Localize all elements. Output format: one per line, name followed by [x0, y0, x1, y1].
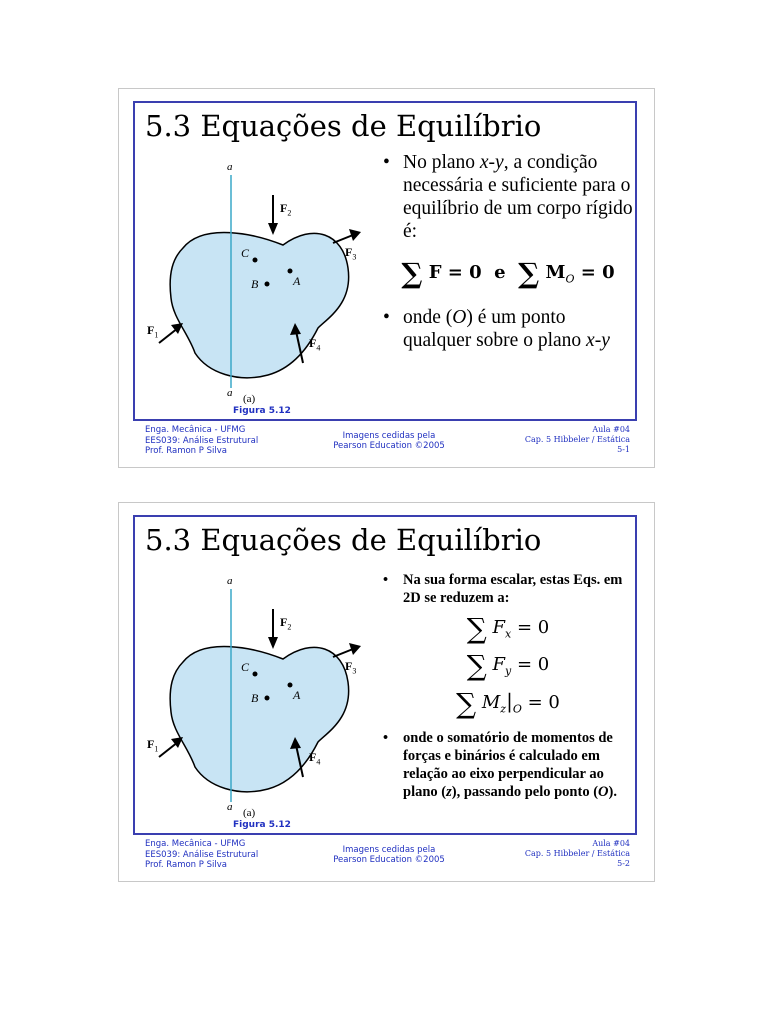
slide-content	[133, 101, 637, 421]
equation-fx: ∑ $F_x = 0$	[466, 612, 550, 645]
footer-right: Aula #04 Cap. 5 Hibbeler / Estática 5-1	[524, 425, 630, 454]
slide-footer	[119, 839, 654, 875]
point-label-a: A	[293, 274, 301, 288]
bullet-item: • Na sua forma escalar, estas Eqs. em 2D se reduzem a:	[383, 572, 623, 606]
figure-part-label: (a)	[243, 393, 256, 405]
slide-footer	[119, 425, 654, 461]
slide-2	[118, 502, 655, 882]
equation-fy: ∑ $F_y = 0$	[466, 648, 550, 682]
bullet-item: • onde (O) é um ponto qualquer sobre o plano x-y	[383, 307, 610, 351]
point-label-b: B	[251, 277, 259, 291]
bullet-list	[383, 151, 633, 352]
axis-label-bottom: a	[227, 387, 233, 399]
bullet-item: • No plano x-y, a condição necessária e suficiente para o equilíbrio de um corpo rígido é:	[383, 152, 633, 242]
bullet-list	[383, 571, 633, 801]
footer-right: Aula #04 Cap. 5 Hibbeler / Estática 5-2	[524, 839, 630, 868]
footer-center: Imagens cedidas pela Pearson Education ©2005	[333, 845, 445, 865]
force-label-f3: $F_3$	[345, 659, 357, 676]
force-label-f3: $F_3$	[345, 245, 357, 262]
figure-caption: Figura 5.12	[233, 406, 291, 416]
force-label-f1: $F_1$	[147, 737, 159, 754]
equation-mz: ∑ $M_z|_O = 0$	[456, 687, 560, 721]
slide-title: 5.3 Equações de Equilíbrio	[145, 109, 542, 143]
force-label-f1: $F_1$	[147, 323, 159, 340]
footer-left: Enga. Mecânica - UFMG EES039: Análise Estrutural Prof. Ramon P Silva	[145, 425, 259, 456]
slide-title: 5.3 Equações de Equilíbrio	[145, 523, 542, 557]
footer-left: Enga. Mecânica - UFMG EES039: Análise Estrutural Prof. Ramon P Silva	[145, 839, 259, 870]
point-label-c: C	[241, 246, 250, 260]
force-label-f4: $F_4$	[309, 336, 321, 353]
axis-label-top: a	[227, 575, 233, 587]
slide-1	[118, 88, 655, 468]
figure-caption: Figura 5.12	[233, 820, 291, 830]
force-label-f2: $F_2$	[280, 201, 292, 218]
point-label-b: B	[251, 691, 259, 705]
force-label-f4: $F_4$	[309, 750, 321, 767]
axis-label-bottom: a	[227, 801, 233, 813]
bullet-item: • onde o somatório de momentos de forças e binários é calculado em relação ao eixo perpendicular ao plano (z), passando pelo ponto (O).	[383, 729, 617, 800]
point-label-a: A	[293, 688, 301, 702]
force-label-f2: $F_2$	[280, 615, 292, 632]
point-label-c: C	[241, 660, 250, 674]
figure-part-label: (a)	[243, 807, 256, 819]
equilibrium-equation: ∑ F = 0 e ∑ $M_O = 0$	[401, 257, 615, 290]
slide-content	[133, 515, 637, 835]
figure	[143, 567, 373, 832]
figure	[143, 153, 373, 418]
axis-label-top: a	[227, 161, 233, 173]
footer-center: Imagens cedidas pela Pearson Education ©2005	[333, 431, 445, 451]
scalar-equations	[383, 613, 633, 725]
